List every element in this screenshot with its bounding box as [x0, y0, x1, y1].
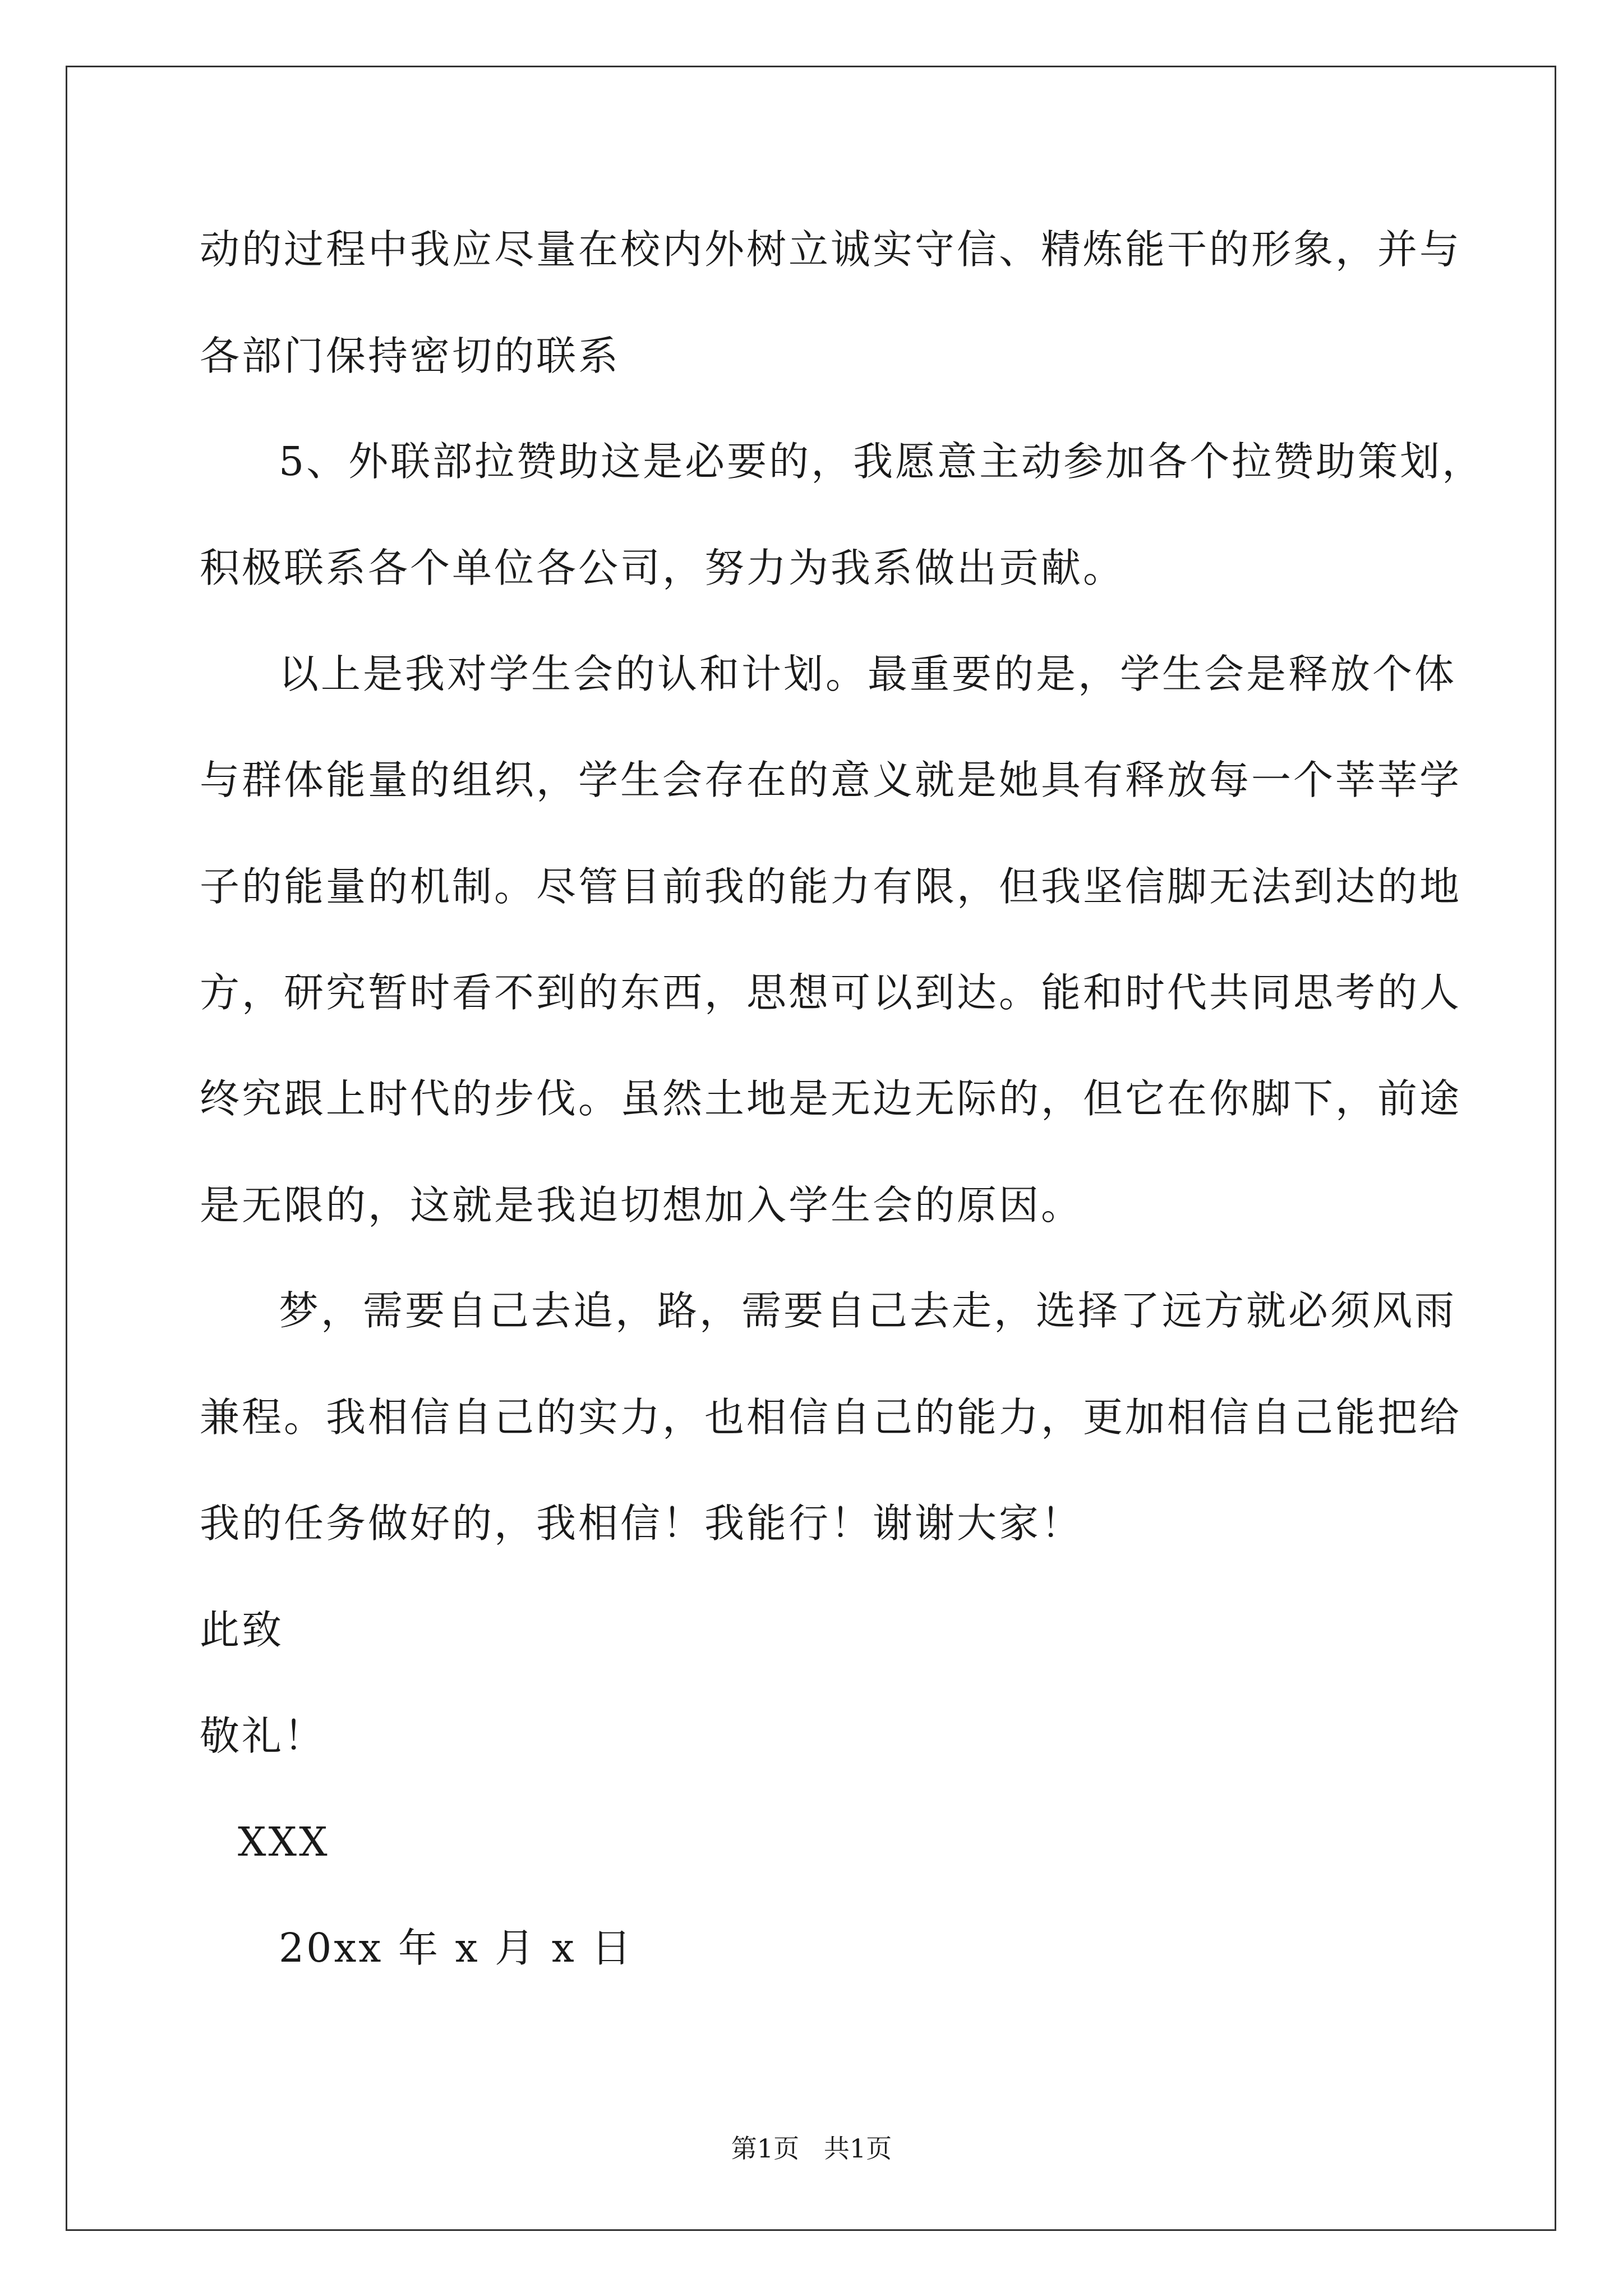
- page-border: [66, 66, 1556, 2231]
- body-line-4: 积极联系各个单位各公司，努力为我系做出贡献。: [200, 545, 1126, 591]
- body-line-7: 子的能量的机制。尽管目前我的能力有限，但我坚信脚无法到达的地: [200, 863, 1462, 910]
- body-line-11: 梦，需要自己去追，路，需要自己去走，选择了远方就必须风雨: [279, 1287, 1457, 1334]
- body-line-2: 各部门保持密切的联系: [200, 333, 621, 379]
- body-line-5: 以上是我对学生会的认和计划。最重要的是，学生会是释放个体: [279, 651, 1457, 697]
- signature: XXX: [238, 1819, 330, 1865]
- page-footer: 第1页 共1页: [731, 2133, 892, 2164]
- body-line-1: 动的过程中我应尽量在校内外树立诚实守信、精炼能干的形象，并与: [200, 226, 1462, 273]
- body-line-10: 是无限的，这就是我迫切想加入学生会的原因。: [200, 1182, 1083, 1228]
- closing-regards: 敬礼！: [200, 1713, 326, 1759]
- date: 20xx 年 x 月 x 日: [279, 1925, 634, 1971]
- body-line-8: 方，研究暂时看不到的东西，思想可以到达。能和时代共同思考的人: [200, 969, 1462, 1016]
- body-line-3: 5、外联部拉赞助这是必要的，我愿意主动参加各个拉赞助策划，: [279, 438, 1484, 485]
- closing-salutation: 此致: [200, 1607, 284, 1653]
- body-line-13: 我的任务做好的，我相信！我能行！谢谢大家！: [200, 1500, 1083, 1547]
- body-line-9: 终究跟上时代的步伐。虽然土地是无边无际的，但它在你脚下，前途: [200, 1075, 1462, 1122]
- body-line-12: 兼程。我相信自己的实力，也相信自己的能力，更加相信自己能把给: [200, 1394, 1462, 1441]
- body-line-6: 与群体能量的组织，学生会存在的意义就是她具有释放每一个莘莘学: [200, 757, 1462, 803]
